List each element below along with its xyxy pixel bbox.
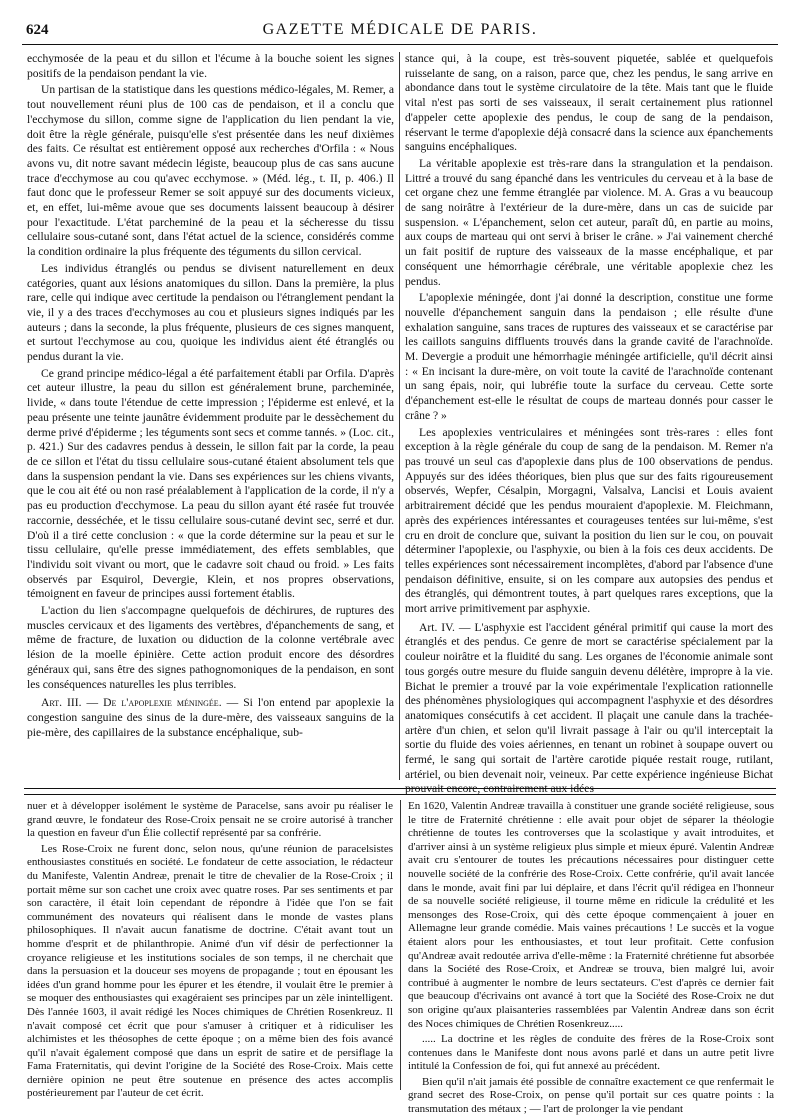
paragraph: L'action du lien s'accompagne quelquefois de déchirures, de ruptures des muscles cervicaux et des ligaments des vertèbres, d'épanchements de sang, et même de fracture, de luxation ou diduction de la colonne vertébrale avec lésion de la moelle épinière. Cette action produit encore des désordres généraux qui, sans être des signes pathognomoniques de la pendaison, en sont les conséquences naturelles les plus terribles.: [27, 604, 394, 691]
section-art-3: [27, 696, 394, 740]
paragraph: Les individus étranglés ou pendus se divisent naturellement en deux catégories, quant aux lésions anatomiques du sillon. Dans la première, la plus rare, celle qui indique avec certitude la pendaison ou l'étranglement pendant la vie, il y a des traces d'ecchymoses au cou et plusieurs signes indiqués par les auteurs ; dans la seconde, la plus fréquente, plusieurs de ces signes manquent, et surtout l'ecchymose au cou, quoique les individus aient été étranglés ou pendus durant la vie.: [27, 261, 394, 364]
paragraph: Bien qu'il n'ait jamais été possible de connaître exactement ce que renfermait le grand secret des Rose-Croix, on pense qu'il portait sur ces quatre points : la transmutation des métaux ; — l'art de prolonger la vie pendant: [408, 1075, 774, 1116]
paragraph: Ce grand principe médico-légal a été parfaitement établi par Orfila. D'après cet auteur illustre, la peau du sillon est généralement brune, parcheminée, livide, « dans toute l'étendue de cette impression ; l'épiderme est enlevé, et la peau présente une teinte jaunâtre évidemment produite par le dessèchement du derme privé d'épiderme ; les téguments sont secs et comme tannés. » (Loc. cit., p. 421.) Sur des cadavres pendus à dessein, le sillon fait par la corde, la peau de ce sillon et l'état du tissu cellulaire sous-cutané étaient absolument tels que dans la suspension pendant la vie. Dans ses expériences sur les chiens vivants, que le cou ait été ou non rasé préalablement à l'application de la corde, il n'y a pas eu production d'ecchymose. La peau du sillon ayant été rasée fut trouvée raccornie, desséchée, et le tissu cellulaire sous-cutané devint sec, serré et dur. D'où il a tiré cette conclusion : « que la corde détermine sur la peau et sur le tissu cellulaire, qu'elle presse immédiatement, des effets semblables, que l'individu soit vivant ou mort, que le cadavre soit chaud ou froid. » Les faits observés par Esquirol, Devergie, Klein, et nos propres observations, témoignent en faveur de principes aussi fortement établis.: [27, 366, 394, 601]
article-column-left: [27, 52, 394, 782]
paragraph: Les apoplexies ventriculaires et méningées sont très-rares : elles font exception à la règle générale du coup de sang de la pendaison. M. Remer n'a pas trouvé un seul cas d'apoplexie dans plus de 100 observations de pendus. Appuyés sur des idées théoriques, bien plus que sur des faits rigoureusement observés, Wepfer, Césalpin, Morgagni, Valsalva, Lancisi et Louis avaient arbitrairement décidé que les pendus mouraient d'apoplexie. M. Fleichmann, après des expériences intéressantes et courageuses tentées sur lui-même, s'est cru en droit de conclure que, suivant la position du lien sur le cou, on pouvait déterminer l'apoplexie, ou l'asphyxie, ou bien à la fois ces deux accidents. De telles expériences sont nécessairement incomplètes, d'abord par l'absence d'une pendaison définitive, ensuite, si on les compare aux autopsies des pendus et des étranglés, qui démontrent toutes, à part quelques rares exceptions, que la mort arrive primitivement par asphyxie.: [405, 425, 773, 616]
paragraph: Les Rose-Croix ne furent donc, selon nous, qu'une réunion de paracelsistes enthousiastes constitués en société. Le fondateur de cette association, le rédacteur du Manifeste, Valentin Andreæ, prenait le titre de chevalier de la Rose-Croix ; il portait même sur son cachet une croix avec quatre roses. Par ses sentiments et par son caractère, il était loin cependant de répondre à l'idée que l'on se fait communément des novateurs qui réalisent dans le monde de vastes plans philosophiques. Il n'avait aucun fanatisme de doctrine. C'était avant tout un homme d'esprit et de philanthropie. Animé d'un vif désir de perfectionner la croyance religieuse et les institutions sociales de son temps, il ne cherchait que dans la persuasion et la douceur ses moyens de propagande ; tout en épousant les idées d'un grand homme pour les épurer et les étendre, il voulait être le premier à se moquer des enthousiastes qui exagéraient ses principes par un zèle inintelligent. Dès l'année 1603, il avait rédigé les Noces chimiques de Chrétien Rosenkreuz. Il n'avait composé cet écrit que pour s'amuser à critiquer et à ridiculiser les alchimistes et les théosophes de cette époque ; on a même bien des fois avancé qu'il n'avait également composé que dans un esprit de satire et de persiflage la Fama Fraternitatis, qui devint l'origine de la Société des Rose-Croix. Mais cette dernière opinion ne peut être soutenue en présence des actes accomplis postérieurement par l'auteur de cet écrit.: [27, 842, 393, 1100]
paragraph: nuer et à développer isolément le système de Paracelse, sans avoir pu réaliser le grand œuvre, le fondateur des Rose-Croix pensait ne se croire autorisé à trancher la question en faveur d'un Élie collectif représenté par sa confrérie.: [27, 800, 393, 840]
paragraph: L'apoplexie méningée, dont j'ai donné la description, constitue une forme nouvelle d'épanchement sanguin dans la pendaison ; elle résulte d'une exhalation sanguine, sans traces de ruptures des vaisseaux et se caractérise par les caillots sanguins diffluents trouvés dans la grande cavité de l'arachnoïde. M. Devergie a produit une hémorrhagie méningée artificielle, qu'il décrit ainsi : « En incisant la dure-mère, on voit toute la cavité de l'arachnoïde contenant un sang épais, noir, qui lubréfie toute la surface du cerveau. Cette sorte d'épanchement est-elle le résultat de coups de marteau donnés pour casser le crâne ? »: [405, 291, 773, 422]
article-column-right: [405, 52, 773, 796]
feuilleton-column-left: [27, 800, 393, 1100]
feuilleton-divider: [24, 788, 776, 795]
paragraph: stance qui, à la coupe, est très-souvent piquetée, sablée et quelquefois ruisselante de sang, on a raison, parce que, chez les pendus, le sang arrive en abondance dans tout le système circulatoire de la tête. Mais tant que le fluide vital n'est pas sorti de ses vaisseaux, il serait certainement plus rationnel d'appeler cette apoplexie des pendus, le coup de sang de la pendaison, réservant le terme d'apoplexie déjà consacré dans la science aux épanchements sanguins encéphaliques.: [405, 52, 773, 154]
page-header: [22, 18, 778, 45]
page-number: 624: [26, 22, 49, 38]
paragraph: En 1620, Valentin Andreæ travailla à constituer une grande société religieuse, sous le titre de Fraternité chrétienne : elle avait pour objet de séparer la théologie chrétienne de toutes les controverses que la scolastique y avait introduites, et d'arriver ainsi à un système religieux plus simple et mieux épuré. Valentin Andreæ avait cru s'entourer de toutes les précautions nécessaires pour distinguer cette nouvelle société de la confrérie des Rose-Croix. Cette confrérie, qu'il avait lancée dans le monde, avait fini par lui déplaire, et dans l'écrit qu'il rédigea en l'honneur de sa nouvelle société religieuse, il tourne même en ridicule la crédulité et les mensonges des Rose-Croix, qui dès cette époque commençaient à jouer en Allemagne leur grande comédie. Mais vaines précautions ! Le succès et la vogue étaient alors pour les enthousiastes, et tout leur profitait. Cette confusion qu'Andreæ avait redoutée arriva d'elle-même : la Fraternité chrétienne fut absorbée dans la Société des Rose-Croix, et Andreæ se trouva, bien malgré lui, avoir contribué à augmenter le nombre de leurs sectateurs. C'est d'après ce dernier fait que beaucoup d'écrivains ont avancé à tort que la Société des Rose-Croix ne dut son origine qu'aux plaisanteries rassemblées par Valentin Andreæ dans son écrit des Noces chimiques de Chrétien Rosenkreuz.....: [408, 800, 774, 1030]
section-text: Si l'on entend par apoplexie la congestion sanguine des sinus de la dure-mère, des vaisseaux sanguins de la pie-mère, des capillaires de la substance encéphalique, sub-: [27, 696, 394, 739]
column-rule: [400, 800, 401, 1090]
journal-title: GAZETTE MÉDICALE DE PARIS.: [262, 21, 538, 38]
column-rule: [399, 52, 400, 780]
paragraph: ..... La doctrine et les règles de conduite des frères de la Rose-Croix sont contenues dans le Manifeste dont nous avons parlé et dans un autre petit livre intitulé la Confession de foi, qui fut annexé au précédent.: [408, 1033, 774, 1073]
paragraph: Un partisan de la statistique dans les questions médico-légales, M. Remer, a tout nouvellement réuni plus de 100 cas de pendaison, et il a conclu que l'ecchymose du sillon, comme signe de l'application du lien pendant la vie, doit être la règle générale, puisqu'elle s'est présentée dans les neuf dixièmes des faits. Ce résultat est entièrement opposé aux recherches d'Orfila : « Nous avons vu, dit notre savant médecin légiste, beaucoup plus de cas sans aucune trace d'ecchymose au cou qu'avec ecchymose. » (Méd. lég., t. II, p. 406.) Il faut donc que le professeur Remer se soit appuyé sur des documents vicieux, et, en effet, lui-même avoue que ses documents laissent beaucoup à désirer pour l'exactitude. L'état parcheminé de la peau et la sécheresse du tissu cellulaire sous-cutané sont, dans l'état actuel de la science, considérés comme la condition ordinaire la plus fréquente des téguments du sillon cervical.: [27, 83, 394, 259]
feuilleton-column-right: [408, 800, 774, 1116]
section-heading: Art. IV. —: [419, 620, 471, 634]
section-heading: Art. III. — De l'apoplexie méningée. —: [41, 696, 239, 710]
section-art-4: [405, 621, 773, 797]
paragraph: La véritable apoplexie est très-rare dans la strangulation et la pendaison. Littré a trouvé du sang épanché dans les ventricules du cerveau et à la base de cet organe chez une femme étranglée par violence. M. A. Gras a vu beaucoup de sang noirâtre à l'extérieur de la dure-mère, dans un cas de suicide par suspension. « L'épanchement, selon cet auteur, paraît dû, en partie au moins, aux coups de marteau qui ont servi à briser le crâne. » J'ai vainement cherché un fait positif de rupture des vaisseaux de la masse encéphalique, et par conséquent une hémorrhagie cérébrale, une véritable apoplexie chez les pendus.: [405, 156, 773, 288]
section-text: L'asphyxie est l'accident général primitif qui cause la mort des étranglés et des pendus. Ce genre de mort se caractérise spécialement par la couleur noirâtre et la fluidité du sang. Les organes de l'économie animale sont tous gorgés outre mesure du fluide sanguin devenu délétère, impropre à la vie. Bichat le premier a trouvé par la voie expérimentale l'explication rationnelle des phénomènes physiologiques qui accompagnent l'asphyxie et des désordres anatomiques consécutifs à cet accident. Il plaçait une canule dans la trachée-artère d'un chien, et selon qu'il livrait passage à l'air ou qu'il interceptait la sortie du fluide des voies aériennes, en tenant un robinet à soupape ouvert ou fermé, le sang qui sortait de l'artère carotide piquée restait rouge, rutilant, artériel, ou bien devenait noir, veineux. Par cette expérience ingénieuse Bichat prouvait encore, contrairement aux idées: [405, 620, 773, 796]
paragraph: ecchymosée de la peau et du sillon et l'écume à la bouche soient les signes positifs de la pendaison pendant la vie.: [27, 52, 394, 80]
